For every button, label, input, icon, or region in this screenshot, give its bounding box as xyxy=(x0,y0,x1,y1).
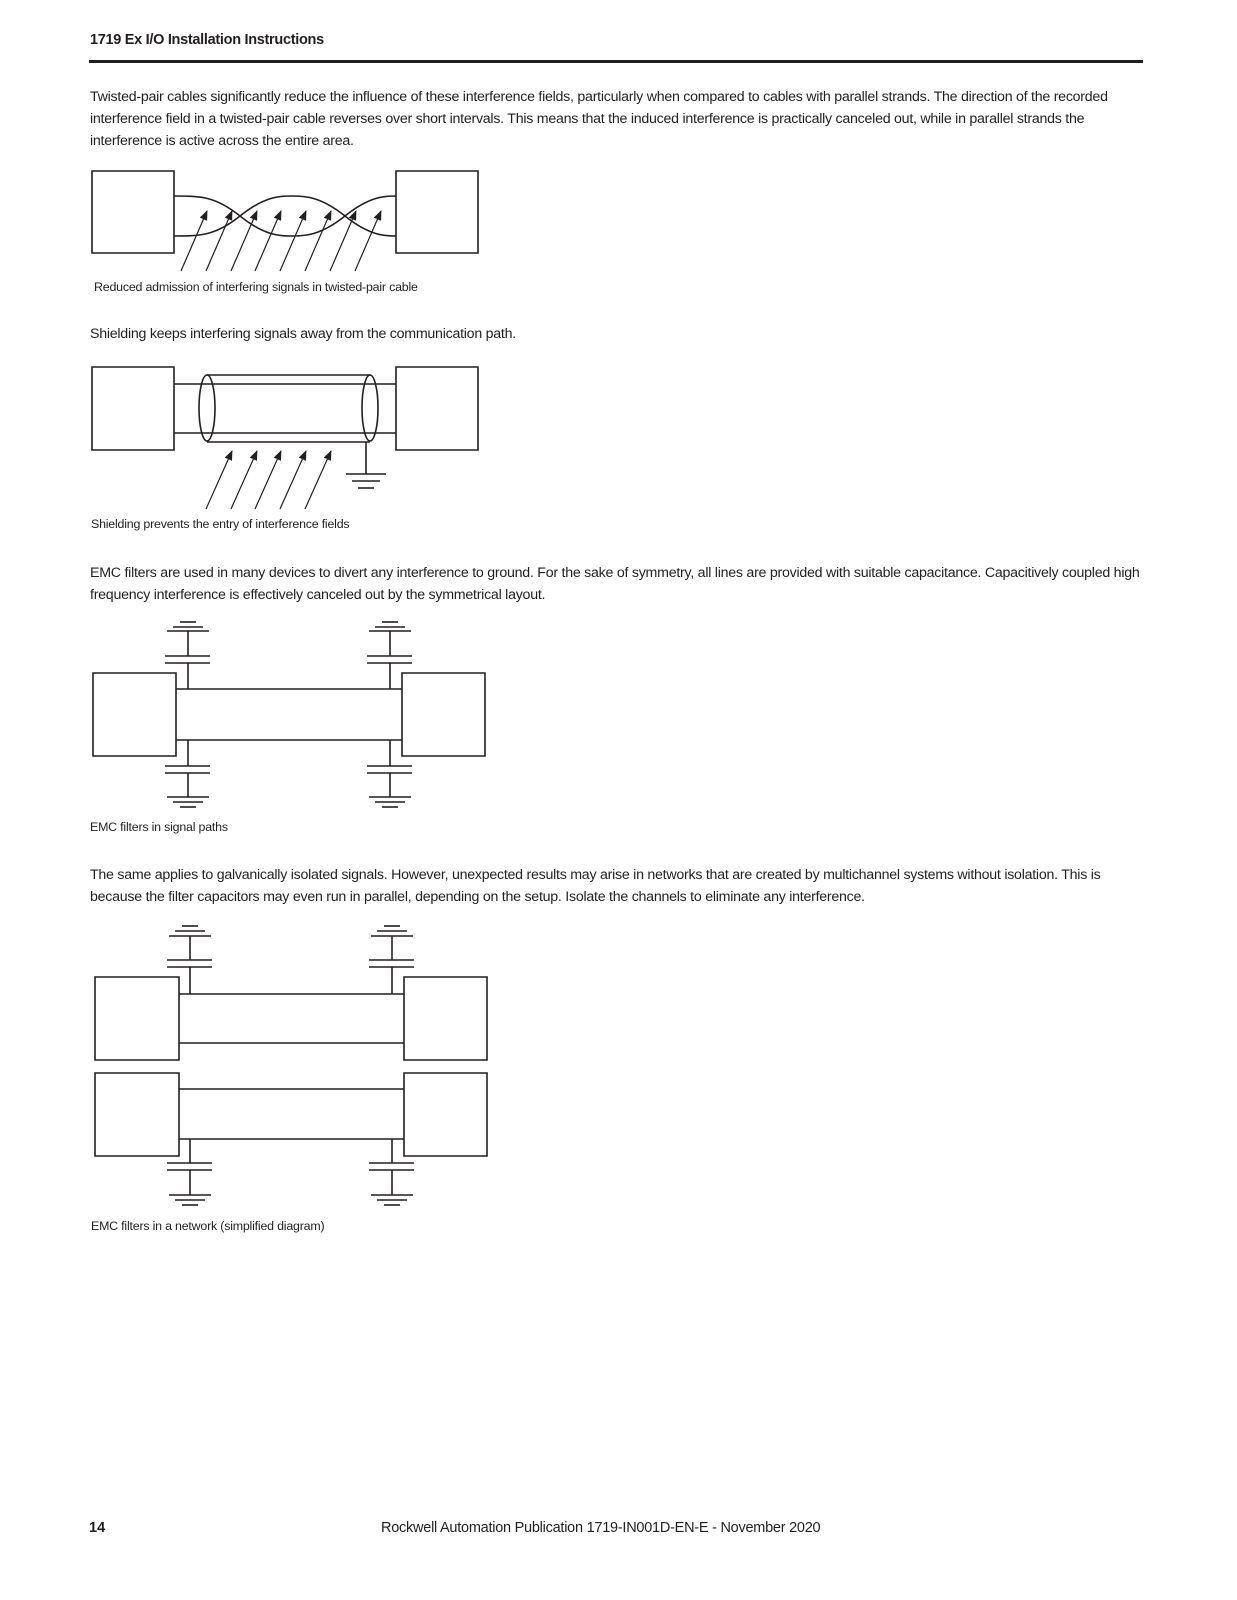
figure-caption-emc-signal-paths: EMC filters in signal paths xyxy=(90,820,228,834)
twisted-wire-a xyxy=(174,196,396,236)
paragraph-shielding: Shielding keeps interfering signals away from the communication path. xyxy=(90,326,516,342)
capacitor-top-right xyxy=(369,926,414,994)
device-box-right xyxy=(396,367,478,450)
device-box-left xyxy=(93,673,176,756)
figure-caption-twisted-pair: Reduced admission of interfering signals in twisted-pair cable xyxy=(94,280,418,294)
interference-arrows xyxy=(206,451,331,509)
device-box-top-right xyxy=(404,977,487,1060)
device-box-right xyxy=(402,673,485,756)
device-box-left xyxy=(92,367,174,450)
paragraph-emc-filters: EMC filters are used in many devices to divert any interference to ground. For the sake of symmetry, all lines are provided with suitable capacitance. Capacitively coupled high frequency interference is effectively canceled out by the symmetrical layout. xyxy=(90,565,1140,603)
paragraph-twisted-pair: Twisted-pair cables significantly reduce the influence of these interference fields, particularly when compared to cables with parallel strands. The direction of the recorded interference field in a twisted-pair cable reverses over short intervals. This means that the induced interference is practically canceled out, while in parallel strands the interference is active across the entire area. xyxy=(90,89,1108,149)
shield-end-left xyxy=(199,375,215,441)
capacitor-top-left xyxy=(167,926,212,994)
device-box-bottom-left xyxy=(95,1073,179,1156)
device-box-bottom-right xyxy=(404,1073,487,1156)
running-header-title: 1719 Ex I/O Installation Instructions xyxy=(90,32,324,48)
capacitor-bottom-left xyxy=(167,1139,212,1205)
capacitor-right-bottom xyxy=(367,740,412,807)
device-box-top-left xyxy=(95,977,179,1060)
capacitor-right-top xyxy=(367,622,412,689)
capacitor-left-bottom xyxy=(165,740,210,807)
capacitor-bottom-right xyxy=(369,1139,414,1205)
figure-caption-shielding: Shielding prevents the entry of interference fields xyxy=(91,517,350,531)
capacitor-left-top xyxy=(165,622,210,689)
emc-filter-signal-path-diagram xyxy=(0,615,500,815)
emc-filter-network-diagram xyxy=(0,920,500,1215)
publication-footer: Rockwell Automation Publication 1719-IN001D-EN-E - November 2020 xyxy=(381,1520,821,1536)
shield-end-right xyxy=(362,375,378,441)
header-rule xyxy=(89,60,1143,63)
paragraph-galvanic-isolation: The same applies to galvanically isolated signals. However, unexpected results may arise in networks that are created by multichannel systems without isolation. This is because the filter capacitors may even run in parallel, depending on the setup. Isolate the channels to eliminate any interference. xyxy=(90,867,1101,905)
twisted-wire-b xyxy=(174,196,396,236)
device-box-left xyxy=(92,171,174,253)
device-box-right xyxy=(396,171,478,253)
page-number: 14 xyxy=(89,1520,106,1536)
figure-caption-emc-network: EMC filters in a network (simplified diagram) xyxy=(91,1219,325,1233)
twisted-pair-diagram xyxy=(0,160,500,280)
shielding-diagram xyxy=(0,355,500,515)
